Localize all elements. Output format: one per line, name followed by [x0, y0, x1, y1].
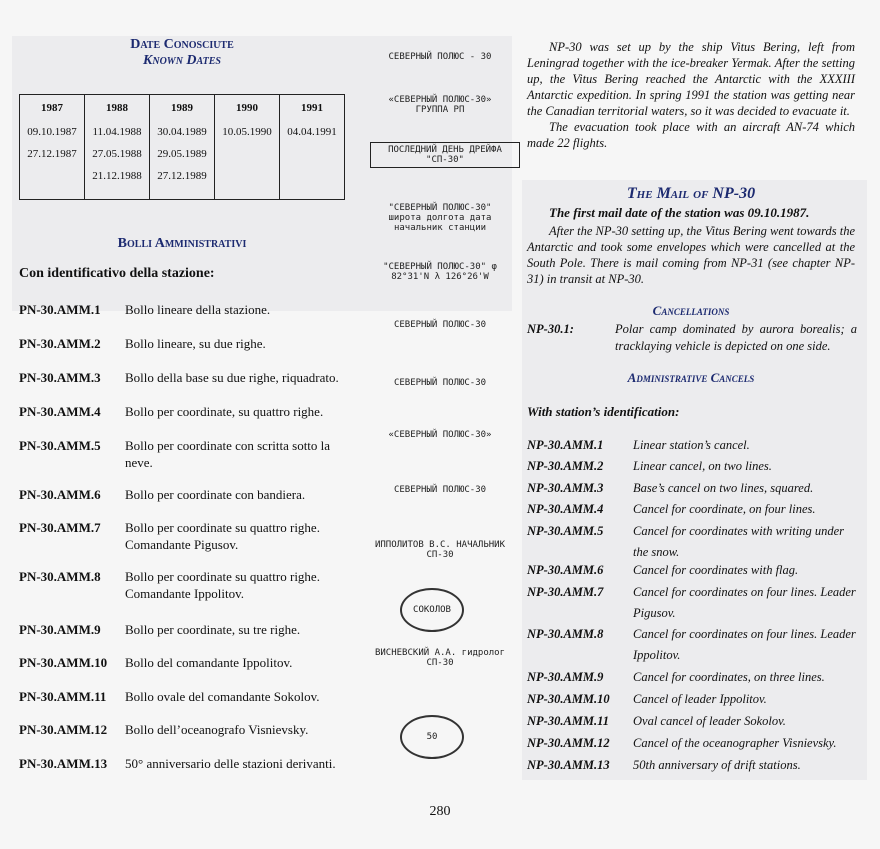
item-code: NP-30.AMM.3 — [527, 481, 604, 495]
list-item — [527, 755, 857, 776]
subtitle: Con identificativo della stazione: — [19, 266, 215, 281]
list-item — [19, 486, 359, 503]
list-item — [527, 689, 857, 710]
list-item — [19, 519, 359, 553]
section-title: The Mail of NP-30 — [626, 185, 756, 202]
postmark-stamp: ИППОЛИТОВ В.С. НАЧАЛЬНИК СП-30 — [374, 540, 506, 560]
item-code: NP-30.AMM.1 — [527, 438, 604, 452]
date-value: 30.04.1989 — [157, 126, 207, 138]
list-item — [19, 654, 359, 671]
paragraph: NP-30 was set up by the ship Vitus Bering, left from Leningrad together with the ice-breaker Yermak. After the setting up, the Vitus Bering reached the Antarctic with the XXXIII Antarctic expedition. In spring 1991 the station was getting near the Canadian territorial waters, so it was decided to evacuate it. — [527, 40, 855, 118]
date-value: 29.05.1989 — [157, 148, 207, 160]
list-item — [19, 755, 359, 772]
item-desc: Bollo per coordinate con scritta sotto la neve. — [125, 438, 331, 470]
item-desc: Bollo della base su due righe, riquadrato. — [125, 370, 339, 385]
item-desc: Cancel for coordinates on four lines. Leader Ippolitov. — [633, 627, 856, 662]
item-desc: Bollo per coordinate, su quattro righe. — [125, 404, 324, 419]
item-code: NP-30.1: — [527, 322, 574, 336]
year-header: 1990 — [215, 95, 280, 122]
cancellation-item — [527, 321, 857, 355]
item-code: PN-30.AMM.2 — [19, 336, 101, 351]
list-item — [19, 437, 359, 471]
list-item — [19, 688, 359, 705]
item-code: PN-30.AMM.8 — [19, 569, 101, 584]
item-code: PN-30.AMM.5 — [19, 438, 101, 453]
item-code: NP-30.AMM.6 — [527, 563, 604, 577]
list-item — [527, 667, 857, 688]
section-title: Administrative Cancels — [627, 370, 755, 385]
item-code: NP-30.AMM.13 — [527, 758, 610, 772]
intro-text — [527, 39, 855, 151]
item-code: PN-30.AMM.9 — [19, 622, 101, 637]
date-value: 21.12.1988 — [92, 170, 142, 182]
list-item — [527, 456, 857, 477]
list-item — [19, 403, 359, 420]
date-value: 11.04.1988 — [92, 126, 142, 138]
subtitle: With station’s identification: — [527, 404, 680, 419]
item-desc: Bollo lineare della stazione. — [125, 302, 271, 317]
item-code: NP-30.AMM.5 — [527, 524, 604, 538]
item-desc: Cancel of leader Ippolitov. — [633, 692, 767, 706]
item-code: PN-30.AMM.7 — [19, 520, 101, 535]
item-desc: Bollo per coordinate, su tre righe. — [125, 622, 301, 637]
item-desc: Cancel for coordinates with flag. — [633, 563, 799, 577]
year-header: 1989 — [150, 95, 215, 122]
postmark-stamp: СОКОЛОВ — [400, 588, 464, 632]
list-item — [527, 560, 857, 581]
list-item — [527, 435, 857, 456]
year-header: 1991 — [280, 95, 345, 122]
item-code: NP-30.AMM.2 — [527, 459, 604, 473]
postmark-stamp: 50 — [400, 715, 464, 759]
year-header: 1988 — [85, 95, 150, 122]
item-desc: Cancel for coordinates on four lines. Leader Pigusov. — [633, 585, 856, 620]
paragraph: The first mail date of the station was 09.10.1987. — [549, 205, 810, 220]
date-cell — [215, 121, 280, 200]
list-item — [527, 582, 857, 624]
item-desc: Polar camp dominated by aurora borealis; a tracklaying vehicle is depicted on one side. — [615, 322, 857, 353]
item-desc: 50th anniversary of drift stations. — [633, 758, 801, 772]
section-title: Bolli Amministrativi — [117, 236, 247, 251]
item-code: PN-30.AMM.13 — [19, 756, 108, 771]
item-code: PN-30.AMM.4 — [19, 404, 101, 419]
item-desc: Cancel for coordinate, on four lines. — [633, 502, 816, 516]
item-code: PN-30.AMM.6 — [19, 487, 101, 502]
date-cell — [20, 121, 85, 200]
item-desc: Cancel of the oceanographer Visnievsky. — [633, 736, 837, 750]
paragraph: After the NP-30 setting up, the Vitus Bering went towards the Antarctic and took some envelopes which were cancelled at the South Pole. There is mail coming from NP-31 (see chapter NP-31) in transit at NP-30. — [527, 224, 855, 286]
item-code: PN-30.AMM.11 — [19, 689, 107, 704]
item-code: NP-30.AMM.10 — [527, 692, 610, 706]
item-code: PN-30.AMM.1 — [19, 302, 101, 317]
section-title: Known Dates — [143, 53, 221, 68]
item-code: NP-30.AMM.11 — [527, 714, 609, 728]
postmark-stamp: СЕВЕРНЫЙ ПОЛЮС-30 — [393, 378, 487, 388]
list-item — [19, 369, 359, 386]
list-item — [19, 301, 359, 318]
postmark-stamp: СЕВЕРНЫЙ ПОЛЮС-30 — [393, 485, 487, 495]
postmark-stamp: «СЕВЕРНЫЙ ПОЛЮС-30» — [388, 430, 492, 440]
list-item — [527, 624, 857, 666]
date-value: 27.05.1988 — [92, 148, 142, 160]
known-dates-table — [19, 94, 345, 200]
item-code: PN-30.AMM.10 — [19, 655, 108, 670]
section-title: Date Conosciute — [130, 37, 234, 52]
item-desc: Oval cancel of leader Sokolov. — [633, 714, 786, 728]
list-item — [19, 721, 359, 738]
date-value: 27.12.1987 — [27, 148, 77, 160]
year-header: 1987 — [20, 95, 85, 122]
list-item — [19, 335, 359, 352]
list-item — [19, 568, 359, 602]
item-code: PN-30.AMM.3 — [19, 370, 101, 385]
item-desc: 50° anniversario delle stazioni derivanti. — [125, 756, 336, 771]
item-desc: Linear cancel, on two lines. — [633, 459, 772, 473]
item-code: NP-30.AMM.4 — [527, 502, 604, 516]
list-item — [527, 478, 857, 499]
postmark-stamp: "СЕВЕРНЫЙ ПОЛЮС-30" широта долгота дата начальник станции — [388, 203, 492, 233]
item-desc: Bollo per coordinate su quattro righe. Comandante Ippolitov. — [125, 569, 320, 601]
item-code: PN-30.AMM.12 — [19, 722, 108, 737]
item-code: NP-30.AMM.8 — [527, 627, 604, 641]
list-item — [527, 711, 857, 732]
item-code: NP-30.AMM.7 — [527, 585, 604, 599]
section-title: Cancellations — [652, 303, 730, 318]
list-item — [527, 733, 857, 754]
postmark-stamp: ВИСНЕВСКИЙ А.А. гидролог СП-30 — [374, 648, 506, 668]
date-value: 09.10.1987 — [27, 126, 77, 138]
paragraph: The evacuation took place with an aircraft AN-74 which made 22 flights. — [527, 120, 855, 150]
date-value: 04.04.1991 — [287, 126, 337, 138]
item-desc: Base’s cancel on two lines, squared. — [633, 481, 814, 495]
date-cell — [150, 121, 215, 200]
postmark-stamp: "СЕВЕРНЫЙ ПОЛЮС-30" φ 82°31'N λ 126°26'W — [383, 262, 497, 282]
postmark-stamp: СЕВЕРНЫЙ ПОЛЮС-30 — [393, 320, 487, 330]
item-desc: Linear station’s cancel. — [633, 438, 750, 452]
page-number: 280 — [429, 804, 451, 819]
postmark-stamp: «СЕВЕРНЫЙ ПОЛЮС-30» ГРУППА РП — [388, 95, 492, 115]
item-code: NP-30.AMM.9 — [527, 670, 604, 684]
list-item — [527, 499, 857, 520]
item-desc: Bollo ovale del comandante Sokolov. — [125, 689, 320, 704]
list-item — [19, 621, 359, 638]
item-desc: Bollo per coordinate con bandiera. — [125, 487, 306, 502]
item-desc: Cancel for coordinates with writing under the snow. — [633, 524, 844, 559]
date-cell — [280, 121, 345, 200]
item-desc: Bollo lineare, su due righe. — [125, 336, 266, 351]
item-desc: Bollo dell’oceanografo Visnievsky. — [125, 722, 309, 737]
date-value: 27.12.1989 — [157, 170, 207, 182]
postmark-stamp: СЕВЕРНЫЙ ПОЛЮС - 30 — [388, 52, 492, 62]
item-desc: Cancel for coordinates, on three lines. — [633, 670, 825, 684]
date-cell — [85, 121, 150, 200]
item-desc: Bollo del comandante Ippolitov. — [125, 655, 293, 670]
mail-text — [527, 223, 855, 287]
list-item — [527, 521, 857, 563]
item-code: NP-30.AMM.12 — [527, 736, 610, 750]
date-value: 10.05.1990 — [222, 126, 272, 138]
postmark-stamp: ПОСЛЕДНИЙ ДЕНЬ ДРЕЙФА "СП-30" — [370, 142, 520, 168]
mail-lead — [527, 205, 855, 221]
item-desc: Bollo per coordinate su quattro righe. Comandante Pigusov. — [125, 520, 320, 552]
